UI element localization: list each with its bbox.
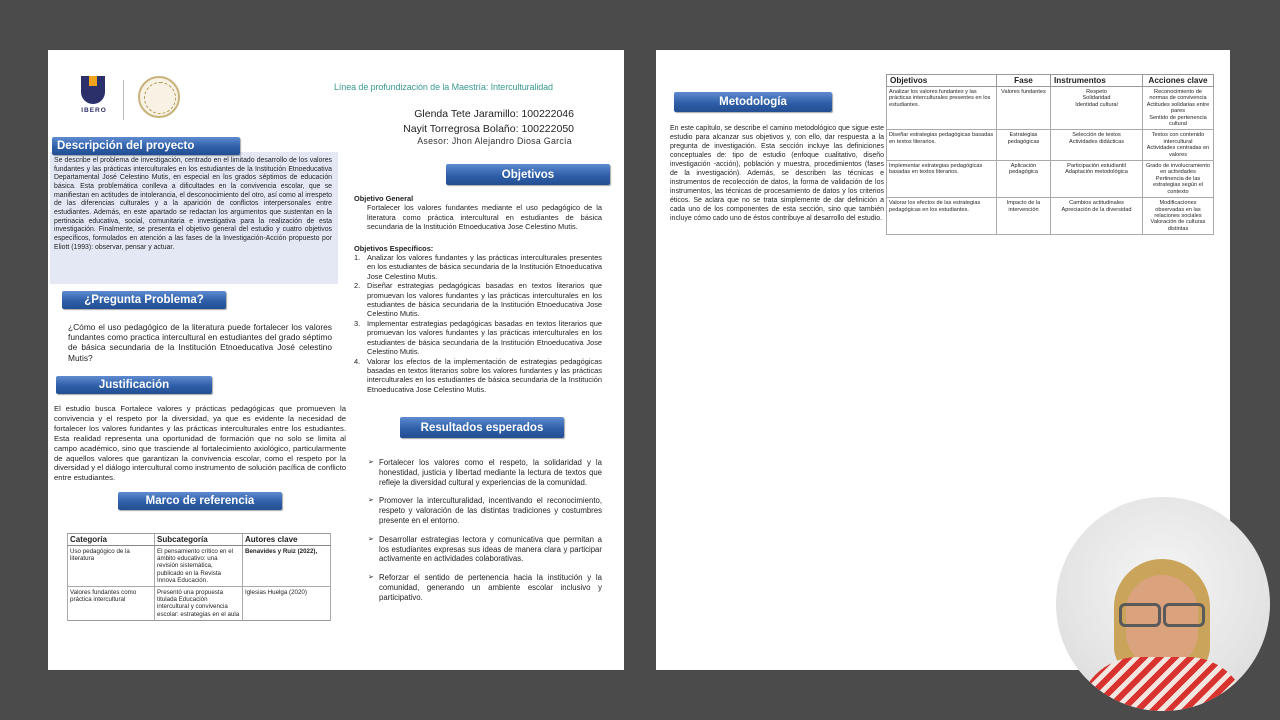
objectives-title: Objetivos [446, 164, 610, 185]
list-item: ➢ Reforzar el sentido de pertenencia hacia la institución y la comunidad, generando un ambiente escolar inclusivo y participativo. [368, 573, 602, 602]
methodology-text: En este capítulo, se describe el camino metodológico que sigue este estudio para alcanzar sus objetivos y, con ello, dar respuesta a la pregunta de investigación. Esta sección incluye las definiciones conceptuales de: tipo de estudio (enfoque cualitativo, diseño investigación -acción), población y muestra, procedimientos (fases de la investigación). Además, se describen las técnicas e instrumentos de recolección de datos, la forma de validación de los instrumentos, las técnicas de procesamiento de datos y los criterios éticos. Se aclara que no se trata simplemente de dar definición a cada uno de los componentes de esta sección, sino que también incluye cómo cado uno de éstos contribuye al desarrollo del estudio. [670, 125, 884, 222]
methodology-title: Metodología [674, 92, 832, 112]
table-cell: Grado de involucramiento en actividades Pertinencia de las estrategias según el contexto [1143, 161, 1214, 198]
table-cell: Analizar los valores fundantes y las prácticas interculturales presentes en los estudiantes. [887, 87, 997, 130]
list-number: 2. [354, 281, 361, 291]
author-1: Glenda Tete Jaramillo: 100222046 [414, 108, 574, 120]
list-item [354, 357, 602, 395]
table-cell: Respeto Solidaridad Identidad cultural [1051, 87, 1143, 130]
results-title: Resultados esperados [400, 417, 564, 438]
problem-title: ¿Pregunta Problema? [62, 291, 226, 309]
table-cell: El pensamiento crítico en el ámbito educativo: una revisión sistemática, publicado en la Revista Innova Educación. [155, 546, 243, 587]
glasses-icon [1119, 603, 1205, 623]
ref-header-authors: Autores clave [243, 534, 331, 546]
general-objective-text: Fortalecer los valores fundantes mediante el uso pedagógico de la literatura como práctica intercultural en estudiantes de básica secundaria de la Institución Etnoeducativa Jose Celestino Mutis. [367, 203, 602, 232]
ref-header-category: Categoría [68, 534, 155, 546]
list-text: Implementar estrategias pedagógicas basadas en textos literarios que promuevan los valores fundantes y las prácticas interculturales en los estudiantes de básica secundaria de la Institución Etnoeducativa Jose Celestino Mutis. [367, 318, 602, 357]
table-cell: Presentó una propuesta titulada Educación intercultural y convivencia escolar: estrategias en el aula [155, 587, 243, 621]
ibero-logo [76, 76, 112, 118]
specific-objectives-heading: Objetivos Específicos: [354, 243, 434, 253]
list-item: ➢ Fortalecer los valores como el respeto, la solidaridad y la honestidad, justicia y libertad mediante la lectura de textos que refleje la diversidad cultural y experiencias de la comunidad. [368, 458, 602, 487]
list-item [354, 281, 602, 319]
table-cell: Modificaciones observadas en las relaciones sociales Valoración de culturas distintas [1143, 198, 1214, 235]
presenter-body [1078, 657, 1248, 711]
advisor: Asesor: Jhon Alejandro Diosa García [417, 136, 572, 146]
logo-divider [123, 80, 124, 120]
problem-question: ¿Cómo el uso pedagógico de la literatura puede fortalecer los valores fundantes como practica intercultural en estudiantes del grado séptimo de básica secundaria de la Institución Etnoeducativa José celestino Mutis? [68, 322, 332, 363]
poster-page-left [48, 50, 624, 670]
accreditation-seal-icon [138, 76, 180, 118]
results-list [368, 458, 602, 612]
reference-title: Marco de referencia [118, 492, 282, 510]
table-cell: Valores fundantes [997, 87, 1051, 130]
reference-table [67, 533, 331, 621]
list-number: 1. [354, 253, 361, 263]
table-cell: Implementar estrategias pedagógicas basadas en textos literarios. [887, 161, 997, 198]
list-text: Diseñar estrategias pedagógicas basadas en textos literarios que promuevan los valores fundantes y las prácticas interculturales en los estudiantes de básica secundaria de la Institución Etnoeducativa Jose Celestino Mutis. [367, 281, 602, 319]
justification-text: El estudio busca Fortalece valores y prácticas pedagógicas que promueven la convivencia y el respeto por la diversidad, ya que es evidente la necesidad de fortalecer los valores fundantes y las prácticas interculturales entre los estudiantes. Esta realidad representa una oportunidad de formación que no solo se limita al campo académico, sino que trasciende al fortalecimiento axiológico, particularmente de aquellos valores que garantizan la convivencia escolar, como el respeto por la diversidad y el diálogo intercultural como instrumento de solución pacífica de conflicto entre estudiantes. [54, 404, 346, 483]
table-cell: Diseñar estrategias pedagógicas basadas en textos literarios. [887, 130, 997, 161]
general-objective-heading: Objetivo General [354, 194, 414, 203]
meth-header-objectives: Objetivos [887, 75, 997, 87]
ref-header-subcategory: Subcategoría [155, 534, 243, 546]
author-2: Nayit Torregrosa Bolaño: 100222050 [403, 123, 574, 135]
list-number: 3. [354, 318, 361, 328]
list-text: Analizar los valores fundantes y las prácticas interculturales presentes en los estudiantes de básica secundaria de la Institución Etnoeducativa Jose Celestino Mutis. [367, 253, 602, 281]
table-cell: Selección de textos Actividades didácticas [1051, 130, 1143, 161]
list-item [354, 319, 602, 357]
table-cell: Aplicación pedagógica [997, 161, 1051, 198]
ibero-emblem-icon [81, 76, 105, 104]
research-line: Línea de profundización de la Maestría: Interculturalidad [334, 82, 553, 92]
table-cell: Uso pedagógico de la literatura [68, 546, 155, 587]
table-cell: Iglesias Huelga (2020) [243, 587, 331, 621]
list-text: Valorar los efectos de la implementación de estrategias pedagógicas basadas en textos literarios sobre los valores fundantes y las prácticas interculturales en los estudiantes de básica secundaria de la Institución Etnoeducativa Jose Celestino Mutis. [367, 356, 602, 394]
table-cell: Benavides y Ruiz (2022), [243, 546, 331, 587]
table-cell: Estrategias pedagógicas [997, 130, 1051, 161]
list-number: 4. [354, 356, 361, 366]
meth-header-actions: Acciones clave [1143, 75, 1214, 87]
table-cell: Reconocimiento de normas de convivencia Actitudes solidarias entre pares Sentido de pertenencia cultural [1143, 87, 1214, 130]
list-item [354, 253, 602, 281]
table-row [68, 546, 331, 587]
ibero-logo-text: IBERO [81, 107, 107, 114]
list-item: ➢ Desarrollar estrategias lectora y comunicativa que permitan a los estudiantes expresas sus ideas de manera clara y participar activamente en actividades colaborativas. [368, 535, 602, 564]
presenter-webcam [1056, 497, 1270, 711]
specific-objectives-list [354, 253, 602, 394]
table-cell: Participación estudiantil Adaptación metodológica [1051, 161, 1143, 198]
table-row [887, 87, 1214, 130]
table-cell: Valorar los efectos de las estrategias pedagógicas en los estudiantes. [887, 198, 997, 235]
table-row [887, 130, 1214, 161]
table-cell: Cambios actitudinales Apreciación de la diversidad [1051, 198, 1143, 235]
justification-title: Justificación [56, 376, 212, 394]
objectives-block [354, 194, 602, 394]
table-cell: Impacto de la intervención [997, 198, 1051, 235]
table-row [68, 587, 331, 621]
description-text: Se describe el problema de investigación, centrado en el limitado desarrollo de los valores fundantes y las prácticas interculturales en los estudiantes de la Institución Etnoeducativa Departamental José Celestino Mutis, en especial en los grados séptimos de educación básica. Esta problemática conlleva a dificultades en la convivencia escolar, que se manifiestan en actitudes de intolerancia, el desconocimiento del otro, así como al irrespeto de las diferencias culturales y a la aparición de conflictos interpersonales entre estudiantes. Además, en este apartado se redactan los argumentos que sustentan en la pertinacia educativa, social, comunitaria e investigativa para la realización de esta investigación. Finalmente, se presenta el objetivo general del estudio y cuatro objetivos específicos, formulados en atención a las fases de la Investigación-Acción propuesto por Eliott (1993): observar, pensar y actuar. [54, 157, 332, 251]
list-item: ➢ Promover la interculturalidad, incentivando el reconocimiento, respeto y valoración de las distintas tradiciones y costumbres presente en el entorno. [368, 496, 602, 525]
methodology-table [886, 74, 1214, 235]
table-cell: Textos con contenido intercultural Actividades centradas en valores [1143, 130, 1214, 161]
table-row [887, 198, 1214, 235]
meth-header-instruments: Instrumentos [1051, 75, 1143, 87]
table-cell: Valores fundantes como práctica intercultural [68, 587, 155, 621]
table-row [887, 161, 1214, 198]
meth-header-phase: Fase [997, 75, 1051, 87]
description-title: Descripción del proyecto [52, 137, 240, 155]
